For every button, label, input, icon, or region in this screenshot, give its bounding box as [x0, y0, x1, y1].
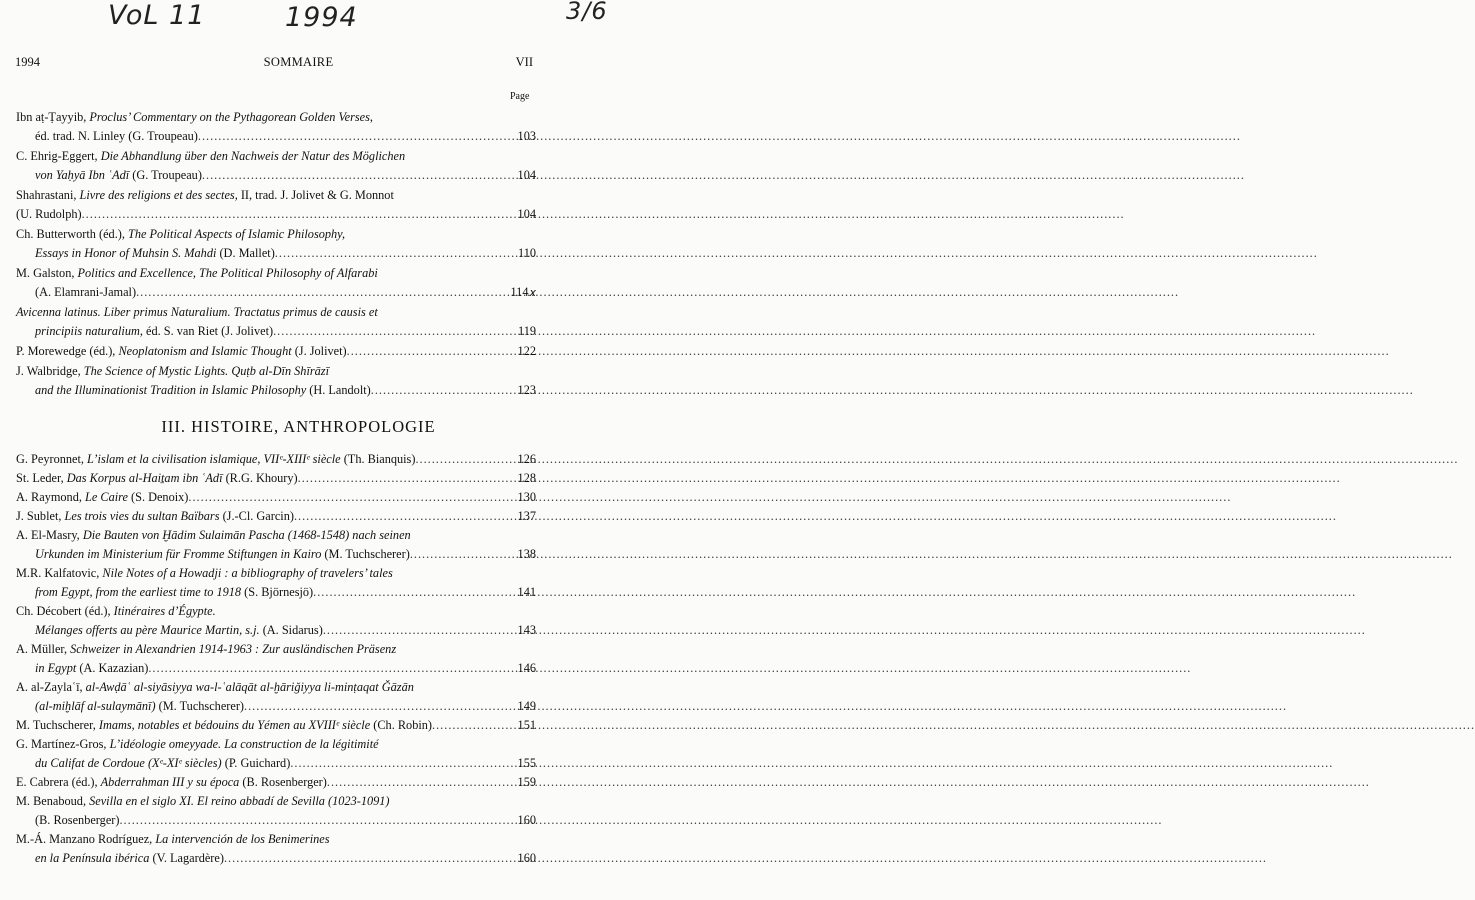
dot-leader [148, 661, 506, 676]
toc-entry-line [16, 207, 536, 226]
toc-entry [16, 452, 536, 471]
toc-entry [16, 305, 536, 343]
toc-entry-text: principiis naturalium, éd. S. van Riet (J. Jolivet) [35, 324, 274, 338]
toc-entry-line [16, 528, 536, 547]
toc-entry [16, 490, 536, 509]
toc-page-number: 114 [510, 285, 529, 299]
handwritten-check-mark: x [529, 286, 536, 299]
toc-entry-line [16, 227, 536, 246]
toc-entry-line [16, 452, 536, 471]
toc-entry-line [16, 623, 536, 642]
toc-page-number: 146 [517, 661, 536, 675]
toc-page-number: 149 [517, 699, 536, 713]
toc-entry-line [16, 168, 536, 187]
toc-entry [16, 794, 536, 832]
dot-leader [198, 129, 506, 144]
toc-page-number: 103 [517, 129, 536, 143]
toc-entry-text: and the Illuminationist Tradition in Islamic Philosophy (H. Landolt) [35, 383, 371, 397]
toc-entry-line [16, 344, 536, 363]
toc-entry-text: M. Galston, Politics and Excellence, The Political Philosophy of Alfarabi [16, 266, 378, 280]
toc-entry-line [16, 149, 536, 168]
toc-entry-line [16, 129, 536, 148]
toc-entry [16, 110, 536, 148]
toc-entry-line [16, 718, 536, 737]
toc-entry-line [16, 642, 536, 661]
toc-entry-line [16, 604, 536, 623]
toc-entry-line [16, 305, 536, 324]
toc-entry-text: M. Tuchscherer, Imams, notables et bédouins du Yémen au XVIIIᵉ siècle (Ch. Robin) [16, 718, 433, 732]
toc-entry-text: Ch. Butterworth (éd.), The Political Aspects of Islamic Philosophy, [16, 227, 346, 241]
toc-entry-line [16, 383, 536, 402]
toc-entry-text: A. al-Zaylaʿī, al-Awḍāʿ al-siyāsiyya wa-l-ʿalāqāt al-ḫāriǧiyya li-minṭaqat Ǧāzān [16, 680, 414, 694]
toc-entry-line [16, 585, 536, 604]
toc-entry [16, 566, 536, 604]
toc-entry-line [16, 737, 536, 756]
toc-entry-text: in Egypt (A. Kazazian) [35, 661, 149, 675]
toc-entry-line [16, 794, 536, 813]
toc-page-number: 126 [517, 452, 536, 466]
section-title: III. HISTOIRE, ANTHROPOLOGIE [161, 417, 436, 436]
toc-entry-text: M.-Á. Manzano Rodríguez, La intervención de los Benimerines [16, 832, 330, 846]
toc-entry-line [16, 699, 536, 718]
toc-entry [16, 604, 536, 642]
toc-entry-text: Ibn aṭ-Ṭayyib, Proclus’ Commentary on the Pythagorean Golden Verses, [16, 110, 373, 124]
toc-entry-text: J. Sublet, Les trois vies du sultan Baïbars (J.-Cl. Garcin) [16, 509, 294, 523]
toc-entry-text: (al-miḫlāf al-sulaymānī) (M. Tuchscherer) [35, 699, 245, 713]
toc-entry-line [16, 566, 536, 585]
toc-entry-text: G. Martínez-Gros, L’idéologie omeyyade. La construction de la légitimité [16, 737, 379, 751]
toc-entry-text: C. Ehrig-Eggert, Die Abhandlung über den Nachweis der Natur des Möglichen [16, 149, 406, 163]
toc-entry [16, 775, 536, 794]
toc-page-number: 141 [517, 585, 536, 599]
toc-page-number: 151 [517, 718, 536, 732]
toc-entry-line [16, 509, 536, 528]
toc-entry-text: Ch. Décobert (éd.), Itinéraires d’Égypte. [16, 604, 216, 618]
dot-leader [298, 471, 506, 486]
toc-page-number: 104 [517, 168, 536, 182]
toc-page-number: 110 [518, 246, 536, 260]
toc-page-number: 123 [517, 383, 536, 397]
toc-entry-text: E. Cabrera (éd.), Abderrahman III y su época (B. Rosenberger) [16, 775, 327, 789]
toc-entry-text: from Egypt, from the earliest time to 1918 (S. Björnesjö) [35, 585, 314, 599]
running-header-title: SOMMAIRE [263, 55, 334, 69]
toc-entry-line [16, 547, 536, 566]
toc-list-part-1 [16, 110, 536, 402]
dot-leader [410, 547, 506, 562]
toc-entry-text: M.R. Kalfatovic, Nile Notes of a Howadji : a bibliography of travelers’ tales [16, 566, 393, 580]
toc-entry [16, 188, 536, 226]
toc-entry-text: A. El-Masry, Die Bauten von Ḫādim Sulaimān Pascha (1468-1548) nach seinen [16, 528, 411, 542]
toc-page-number: 119 [518, 324, 536, 338]
dot-leader [371, 383, 506, 398]
dot-leader [202, 168, 506, 183]
toc-entry-line [16, 832, 536, 851]
dot-leader [188, 490, 506, 505]
toc-entry-line [16, 490, 536, 509]
toc-entry [16, 680, 536, 718]
toc-entry-line [16, 775, 536, 794]
toc-entry-line [16, 285, 536, 304]
toc-entry-text: P. Morewedge (éd.), Neoplatonism and Islamic Thought (J. Jolivet) [16, 344, 347, 358]
toc-page-number: 128 [517, 471, 536, 485]
dot-leader [347, 344, 506, 359]
toc-page-number: 160 [517, 851, 536, 865]
toc-entry-text: J. Walbridge, The Science of Mystic Lights. Quṭb al-Dīn Shīrāzī [16, 364, 330, 378]
toc-entry-line [16, 110, 536, 129]
toc-entry-line [16, 324, 536, 343]
toc-entry-text: (A. Elamrani-Jamal) [35, 285, 137, 299]
toc-entry-text: G. Peyronnet, L’islam et la civilisation islamique, VIIᵉ-XIIIᵉ siècle (Th. Bianquis) [16, 452, 416, 466]
toc-entry-text: A. Raymond, Le Caire (S. Denoix) [16, 490, 189, 504]
toc-entry-text: éd. trad. N. Linley (G. Troupeau) [35, 129, 198, 143]
toc-page-number: 159 [517, 775, 536, 789]
toc-page-number: 104 [517, 207, 536, 221]
dot-leader [244, 699, 506, 714]
running-header-page-number: VII [515, 55, 533, 69]
toc-entry-text: (B. Rosenberger) [35, 813, 120, 827]
toc-page-number: 138 [517, 547, 536, 561]
handwritten-corner-note: 3/6 [566, 0, 608, 25]
toc-page-number: 137 [517, 509, 536, 523]
toc-entry-line [16, 680, 536, 699]
toc-page-number: 160 [517, 813, 536, 827]
dot-leader [119, 813, 506, 828]
toc-entry-text: (U. Rudolph) [16, 207, 82, 221]
dot-leader [273, 324, 506, 339]
page-column-heading: Page [510, 91, 530, 102]
dot-leader [136, 285, 498, 300]
toc-entry [16, 149, 536, 187]
dot-leader [224, 851, 506, 866]
toc-entry [16, 642, 536, 680]
toc-entry [16, 832, 536, 870]
toc-entry-text: Mélanges offerts au père Maurice Martin, s.j. (A. Sidarus) [35, 623, 323, 637]
toc-entry-line [16, 246, 536, 265]
dot-leader [275, 246, 506, 261]
dot-leader [415, 452, 506, 467]
toc-entry-line [16, 364, 536, 383]
toc-entry [16, 227, 536, 265]
toc-list-section-iii [16, 452, 536, 870]
dot-leader [294, 509, 506, 524]
toc-entry [16, 266, 536, 304]
toc-entry-text: en la Península ibérica (V. Lagardère) [35, 851, 224, 865]
dot-leader [313, 585, 506, 600]
dot-leader [323, 623, 506, 638]
toc-entry-text: A. Müller, Schweizer in Alexandrien 1914-1963 : Zur ausländischen Präsenz [16, 642, 397, 656]
toc-entry-text: von Yaḥyā Ibn ʿAdī (G. Troupeau) [35, 168, 202, 182]
toc-entry-text: St. Leder, Das Korpus al-Haiṯam ibn ʿAdī (R.G. Khoury) [16, 471, 298, 485]
toc-page-number: 122 [517, 344, 536, 358]
running-header-year: 1994 [15, 55, 40, 69]
toc-entry [16, 344, 536, 363]
toc-entry [16, 509, 536, 528]
toc-entry-text: M. Benaboud, Sevilla en el siglo XI. El reino abbadí de Sevilla (1023-1091) [16, 794, 390, 808]
toc-page-number: 155 [517, 756, 536, 770]
dot-leader [432, 718, 506, 733]
handwritten-year-note: 1994 [285, 2, 358, 33]
toc-entry-line [16, 813, 536, 832]
dot-leader [290, 756, 506, 771]
toc-entry-line [16, 851, 536, 870]
toc-page-number: 143 [517, 623, 536, 637]
toc-entry-text: Essays in Honor of Muhsin S. Mahdi (D. Mallet) [35, 246, 275, 260]
toc-entry-line [16, 756, 536, 775]
handwritten-volume-note: VoL 11 [108, 0, 206, 31]
toc-entry-line [16, 661, 536, 680]
toc-entry-text: du Califat de Cordoue (Xᵉ-XIᵉ siècles) (P. Guichard) [35, 756, 291, 770]
toc-page-number: 130 [517, 490, 536, 504]
toc-entry-line [16, 266, 536, 285]
toc-entry-line [16, 471, 536, 490]
toc-entry-text: Shahrastani, Livre des religions et des sectes, II, trad. J. Jolivet & G. Monnot [16, 188, 394, 202]
dot-leader [82, 207, 506, 222]
toc-entry-text: Avicenna latinus. Liber primus Naturalium. Tractatus primus de causis et [16, 305, 378, 319]
toc-entry-text: Urkunden im Ministerium für Fromme Stiftungen in Kairo (M. Tuchscherer) [35, 547, 410, 561]
toc-entry [16, 718, 536, 737]
toc-entry [16, 737, 536, 775]
dot-leader [327, 775, 506, 790]
toc-entry-line [16, 188, 536, 207]
toc-entry [16, 364, 536, 402]
toc-entry [16, 471, 536, 490]
toc-entry [16, 528, 536, 566]
